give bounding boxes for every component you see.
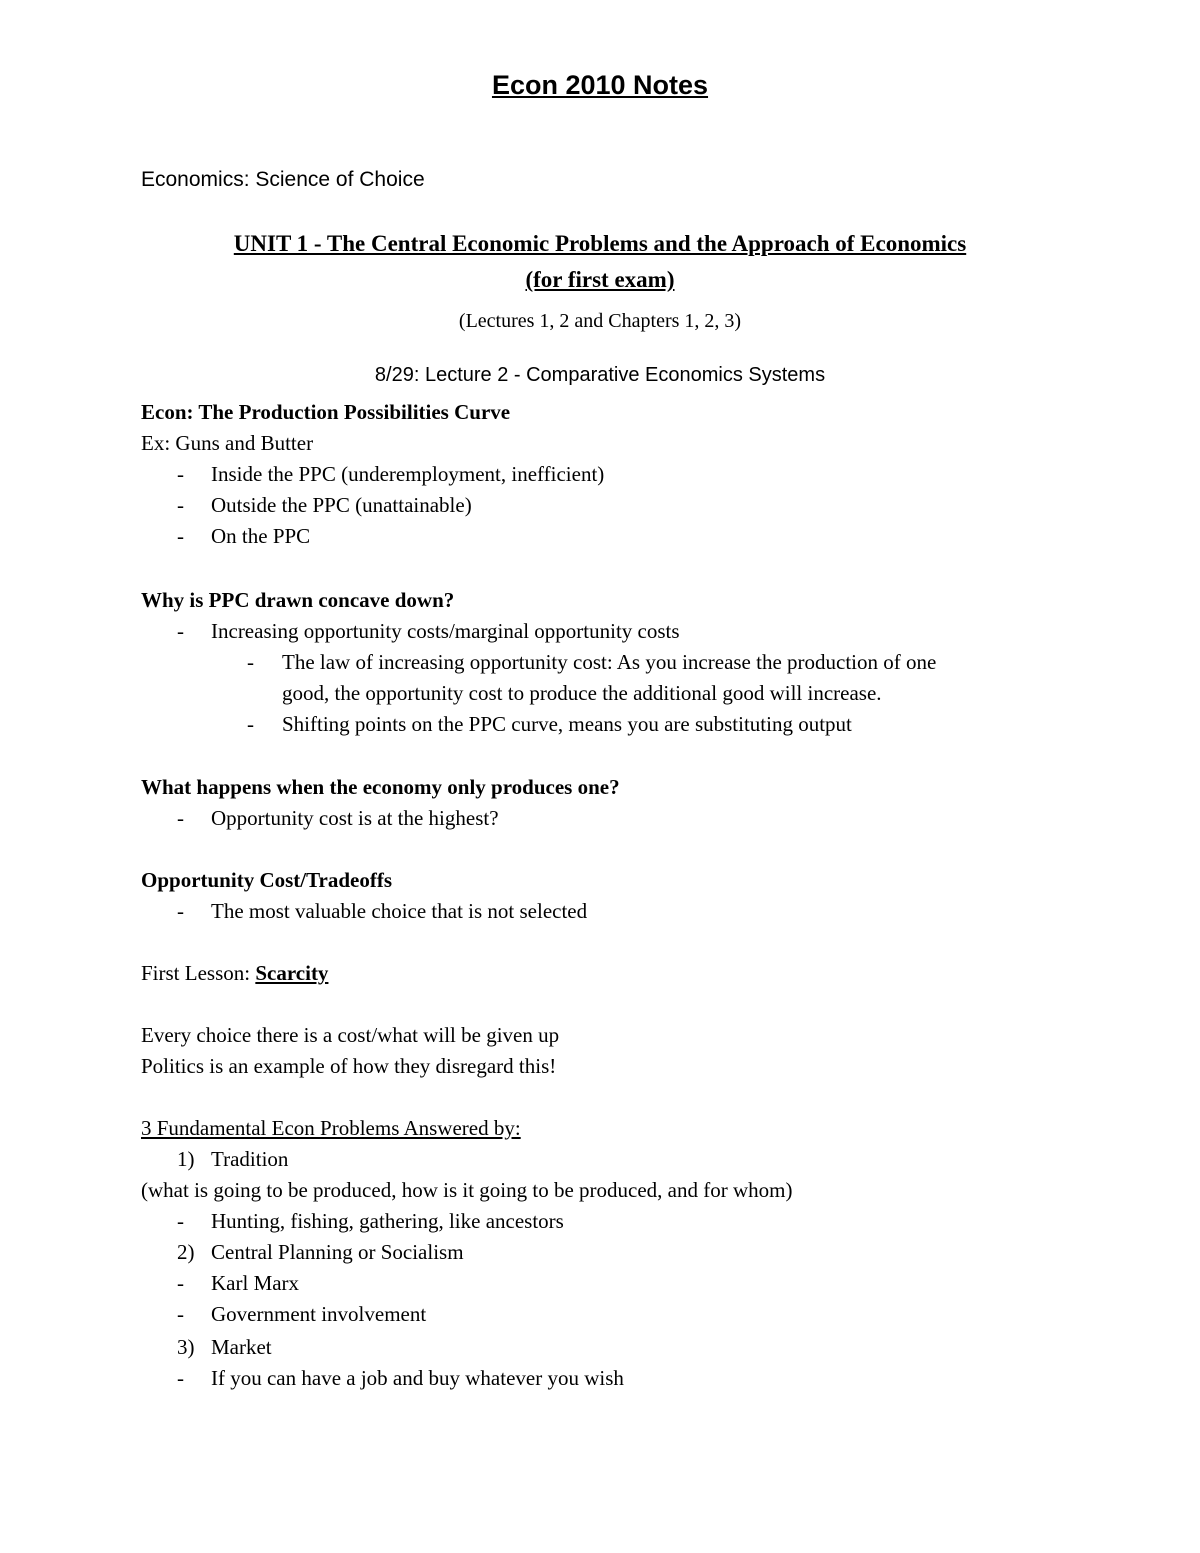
central-planning-item: Central Planning or Socialism: [211, 1240, 464, 1264]
opportunity-cost-heading: Opportunity Cost/Tradeoffs: [141, 868, 393, 892]
bullet-dash: -: [177, 493, 184, 517]
scarcity-term: Scarcity: [255, 961, 329, 985]
central-planning-detail: Government involvement: [211, 1302, 427, 1326]
list-number: 2): [177, 1240, 195, 1264]
unit-heading-line1: UNIT 1 - The Central Economic Problems and the Approach of Economics: [233, 231, 967, 256]
sub-bullet-dash: -: [247, 650, 254, 674]
tradition-item: Tradition: [211, 1147, 289, 1171]
bullet-dash: -: [177, 1271, 184, 1295]
concave-item: Increasing opportunity costs/marginal opportunity costs: [211, 619, 680, 643]
bullet-dash: -: [177, 524, 184, 548]
bullet-dash: -: [177, 462, 184, 486]
first-lesson-line: [141, 958, 328, 989]
bullet-dash: -: [177, 1366, 184, 1390]
bullet-dash: -: [177, 806, 184, 830]
market-detail: If you can have a job and buy whatever you wish: [211, 1366, 624, 1390]
tradition-note: (what is going to be produced, how is it going to be produced, and for whom): [141, 1178, 793, 1202]
ppc-item: Outside the PPC (unattainable): [211, 493, 472, 517]
ppc-heading: Econ: The Production Possibilities Curve: [141, 400, 511, 424]
ppc-item: Inside the PPC (underemployment, inefficient): [211, 462, 605, 486]
lecture-heading: 8/29: Lecture 2 - Comparative Economics Systems: [374, 364, 826, 386]
sub-bullet-dash: -: [247, 712, 254, 736]
unit-heading-line2: (for first exam): [525, 267, 675, 292]
tradition-detail: Hunting, fishing, gathering, like ancestors: [211, 1209, 564, 1233]
page-title: Econ 2010 Notes: [491, 70, 709, 100]
choice-line1: Every choice there is a cost/what will be given up: [141, 1023, 560, 1047]
intro-line: Economics: Science of Choice: [141, 168, 425, 191]
one-good-item: Opportunity cost is at the highest?: [211, 806, 499, 830]
one-good-heading: What happens when the economy only produces one?: [141, 775, 620, 799]
fundamental-heading: 3 Fundamental Econ Problems Answered by:: [141, 1116, 521, 1140]
bullet-dash: -: [177, 619, 184, 643]
ppc-item: On the PPC: [211, 524, 311, 548]
bullet-dash: -: [177, 899, 184, 923]
concave-heading: Why is PPC drawn concave down?: [141, 588, 455, 612]
lectures-note: (Lectures 1, 2 and Chapters 1, 2, 3): [458, 310, 742, 332]
list-number: 1): [177, 1147, 195, 1171]
choice-line2: Politics is an example of how they disregard this!: [141, 1054, 557, 1078]
first-lesson-prefix: First Lesson:: [141, 961, 256, 985]
market-item: Market: [211, 1335, 272, 1359]
concave-sub1-line1: The law of increasing opportunity cost: As you increase the production of one: [282, 650, 937, 674]
opportunity-cost-item: The most valuable choice that is not selected: [211, 899, 588, 923]
concave-sub2: Shifting points on the PPC curve, means you are substituting output: [282, 712, 852, 736]
ppc-example: Ex: Guns and Butter: [141, 431, 314, 455]
bullet-dash: -: [177, 1302, 184, 1326]
list-number: 3): [177, 1335, 195, 1359]
concave-sub1-line2: good, the opportunity cost to produce the additional good will increase.: [282, 681, 882, 705]
bullet-dash: -: [177, 1209, 184, 1233]
central-planning-detail: Karl Marx: [211, 1271, 300, 1295]
